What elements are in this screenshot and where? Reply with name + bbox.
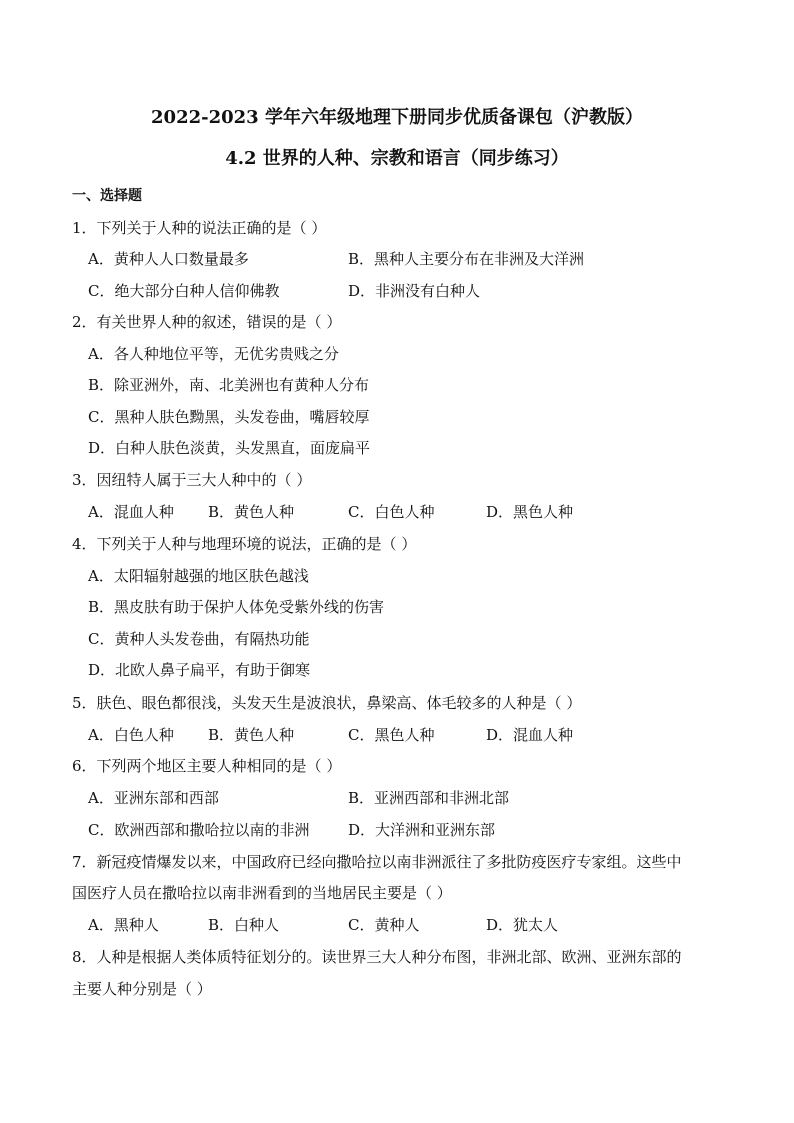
question-6-option-c: C．欧洲西部和撒哈拉以南的非洲 — [88, 821, 310, 839]
question-7-option-d: D．犹太人 — [486, 916, 559, 934]
question-4-option-c: C．黄种人头发卷曲，有隔热功能 — [88, 630, 310, 648]
question-2-option-c: C．黑种人肤色黝黑，头发卷曲，嘴唇较厚 — [88, 408, 370, 426]
question-5-option-c: C．黑色人种 — [348, 726, 435, 744]
question-7-option-b: B．白种人 — [208, 916, 280, 934]
question-6-option-b: B．亚洲西部和非洲北部 — [348, 789, 510, 807]
document-subtitle: 4.2 世界的人种、宗教和语言（同步练习） — [225, 148, 569, 169]
question-3-option-d: D．黑色人种 — [486, 503, 574, 521]
question-3-option-c: C．白色人种 — [348, 503, 435, 521]
question-1-option-d: D．非洲没有白种人 — [348, 282, 481, 300]
question-1-option-c: C．绝大部分白种人信仰佛教 — [88, 282, 280, 300]
question-2-option-a: A．各人种地位平等，无优劣贵贱之分 — [88, 345, 339, 363]
document-title: 2022-2023 学年六年级地理下册同步优质备课包（沪教版） — [151, 107, 643, 128]
question-5-option-b: B．黄色人种 — [208, 726, 295, 744]
question-4-stem: 4．下列关于人种与地理环境的说法，正确的是（ ） — [72, 535, 417, 553]
question-8-stem-line-1: 8．人种是根据人类体质特征划分的。读世界三大人种分布图，非洲北部、欧洲、亚洲东部的 — [72, 948, 682, 966]
question-5-option-a: A．白色人种 — [88, 726, 174, 744]
question-6-stem: 6．下列两个地区主要人种相同的是（ ） — [72, 757, 342, 775]
question-6-option-d: D．大洋洲和亚洲东部 — [348, 821, 496, 839]
question-5-option-d: D．混血人种 — [486, 726, 574, 744]
question-4-option-a: A．太阳辐射越强的地区肤色越浅 — [88, 567, 309, 585]
question-5-stem: 5．肤色、眼色都很浅，头发天生是波浪状，鼻梁高、体毛较多的人种是（ ） — [72, 694, 582, 712]
question-8-stem-line-2: 主要人种分别是（ ） — [72, 980, 212, 998]
question-1-stem: 1．下列关于人种的说法正确的是（ ） — [72, 219, 327, 237]
question-7-option-a: A．黑种人 — [88, 916, 159, 934]
question-7-option-c: C．黄种人 — [348, 916, 420, 934]
question-7-stem-line-2: 国医疗人员在撒哈拉以南非洲看到的当地居民主要是（ ） — [72, 884, 452, 902]
question-2-option-d: D．白种人肤色淡黄，头发黑直，面庞扁平 — [88, 439, 371, 457]
section-heading: 一、选择题 — [72, 188, 142, 204]
question-1-option-b: B．黑种人主要分布在非洲及大洋洲 — [348, 250, 585, 268]
question-6-option-a: A．亚洲东部和西部 — [88, 789, 219, 807]
question-3-option-b: B．黄色人种 — [208, 503, 295, 521]
question-3-option-a: A．混血人种 — [88, 503, 174, 521]
question-2-option-b: B．除亚洲外，南、北美洲也有黄种人分布 — [88, 376, 370, 394]
question-4-option-d: D．北欧人鼻子扁平，有助于御寒 — [88, 661, 311, 679]
question-1-option-a: A．黄种人人口数量最多 — [88, 250, 249, 268]
question-7-stem-line-1: 7．新冠疫情爆发以来，中国政府已经向撒哈拉以南非洲派往了多批防疫医疗专家组。这些中 — [72, 853, 682, 871]
question-4-option-b: B．黑皮肤有助于保护人体免受紫外线的伤害 — [88, 598, 385, 616]
question-2-stem: 2．有关世界人种的叙述，错误的是（ ） — [72, 313, 342, 331]
question-3-stem: 3．因纽特人属于三大人种中的（ ） — [72, 471, 312, 489]
